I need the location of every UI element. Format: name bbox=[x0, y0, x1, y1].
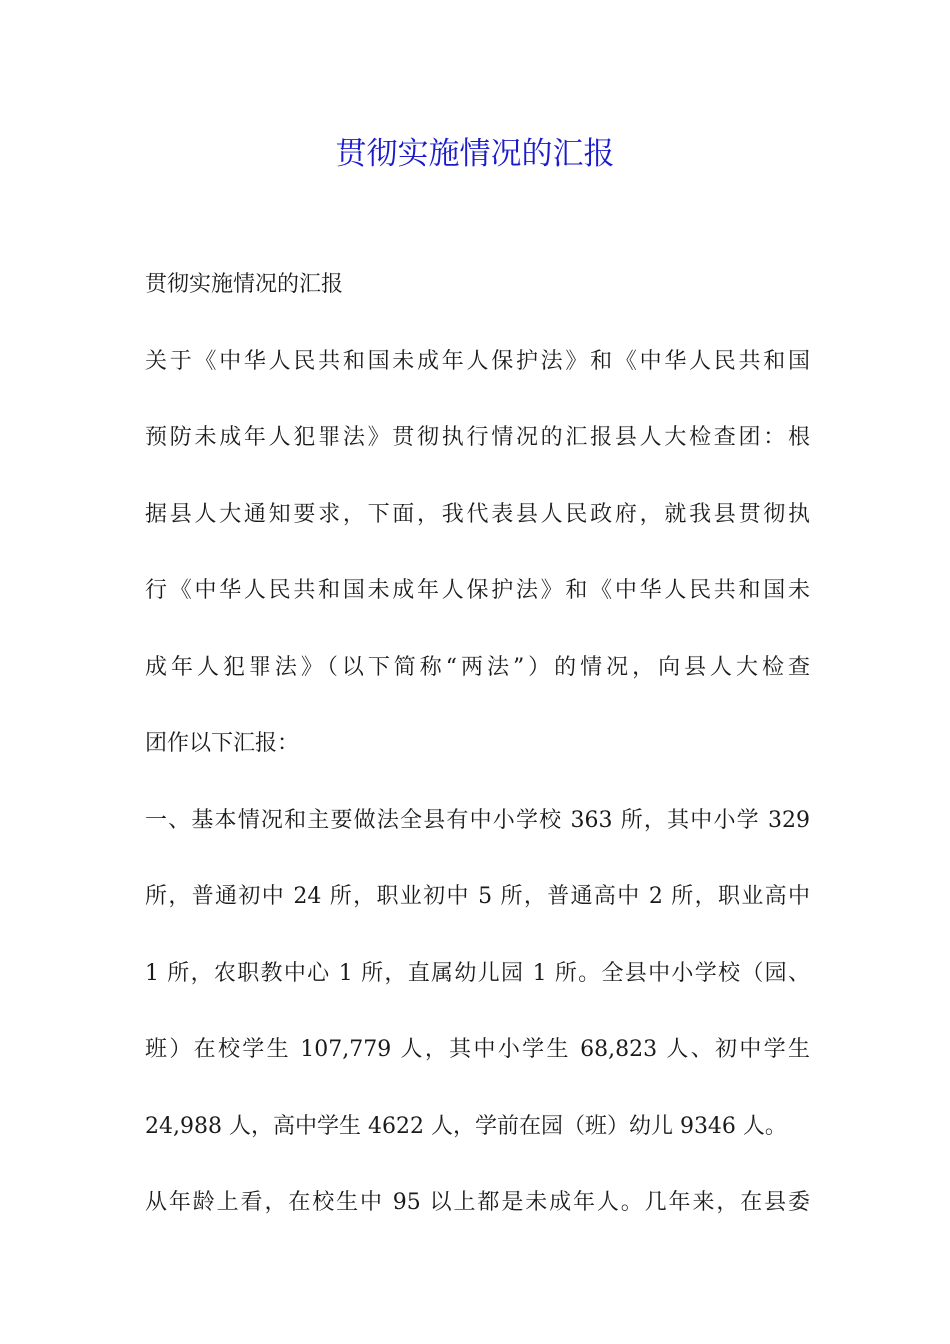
paragraph-line: 成年人犯罪法》（以下简称“两法”）的情况，向县人大检查 bbox=[145, 654, 810, 680]
paragraph-line: 据县人大通知要求，下面，我代表县人民政府，就我县贯彻执 bbox=[145, 501, 810, 527]
paragraph-line: 24,988 人，高中学生 4622 人，学前在园（班）幼儿 9346 人。 bbox=[145, 1113, 787, 1139]
paragraph-line: 关于《中华人民共和国未成年人保护法》和《中华人民共和国 bbox=[145, 348, 810, 374]
paragraph-line: 班）在校学生 107,779 人，其中小学生 68,823 人、初中学生 bbox=[145, 1037, 810, 1062]
paragraph-line: 行《中华人民共和国未成年人保护法》和《中华人民共和国未 bbox=[145, 578, 810, 603]
paragraph-line: 所，普通初中 24 所，职业初中 5 所，普通高中 2 所，职业高中 bbox=[145, 884, 810, 909]
paragraph-line: 从年龄上看，在校生中 95 以上都是未成年人。几年来，在县委 bbox=[145, 1190, 810, 1215]
paragraph-line: 贯彻实施情况的汇报 bbox=[145, 272, 344, 297]
document-title: 贯彻实施情况的汇报 bbox=[335, 136, 615, 172]
paragraph-line: 一、基本情况和主要做法全县有中小学校 363 所，其中小学 329 bbox=[145, 807, 810, 833]
paragraph-line: 1 所，农职教中心 1 所，直属幼儿园 1 所。全县中小学校（园、 bbox=[145, 960, 810, 986]
document-body bbox=[145, 259, 810, 1254]
paragraph-line: 预防未成年人犯罪法》贯彻执行情况的汇报县人大检查团：根 bbox=[145, 425, 810, 450]
paragraph-line: 团作以下汇报： bbox=[145, 731, 300, 756]
